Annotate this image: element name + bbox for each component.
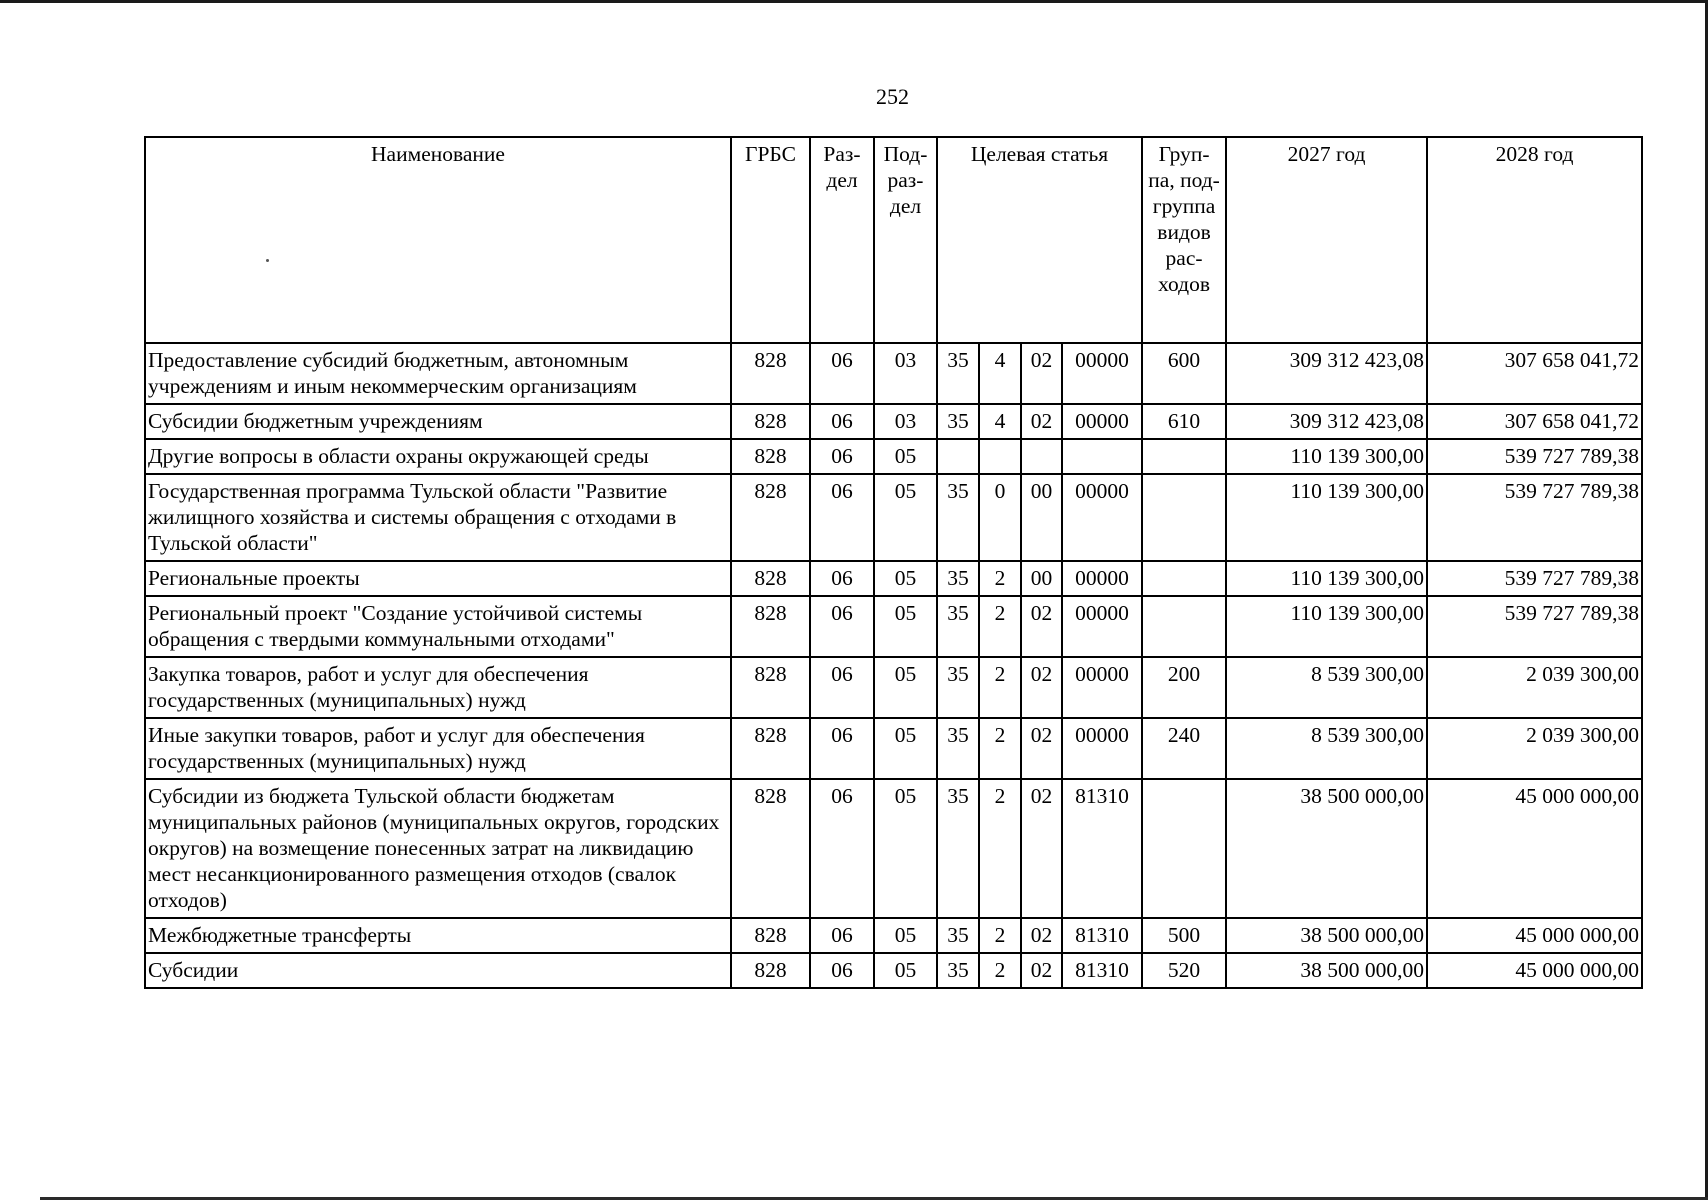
cell-name: Субсидии бюджетным учреждениям (145, 404, 731, 439)
cell-target-subprogram: 00 (1021, 474, 1062, 561)
cell-target-subprogram: 02 (1021, 343, 1062, 404)
cell-podrazdel: 03 (874, 404, 937, 439)
table-row (145, 404, 1642, 439)
cell-name: Межбюджетные трансферты (145, 918, 731, 953)
cell-target-program: 35 (937, 918, 979, 953)
cell-podrazdel: 05 (874, 779, 937, 918)
cell-target-type: 2 (979, 596, 1021, 657)
header-2027: 2027 год (1226, 137, 1427, 343)
cell-podrazdel: 05 (874, 596, 937, 657)
cell-amount-2028: 45 000 000,00 (1427, 953, 1642, 988)
table-row (145, 474, 1642, 561)
cell-grbs: 828 (731, 439, 810, 474)
cell-name: Региональные проекты (145, 561, 731, 596)
table-row (145, 657, 1642, 718)
cell-grbs: 828 (731, 561, 810, 596)
table-row (145, 596, 1642, 657)
page-number: 252 (876, 84, 909, 109)
cell-expense-group (1142, 474, 1226, 561)
cell-target-type: 2 (979, 779, 1021, 918)
cell-amount-2027: 110 139 300,00 (1226, 474, 1427, 561)
cell-grbs: 828 (731, 343, 810, 404)
cell-target-direction: 81310 (1062, 779, 1142, 918)
cell-razdel: 06 (810, 596, 874, 657)
cell-target-subprogram: 02 (1021, 779, 1062, 918)
table-header-row (145, 137, 1642, 343)
cell-name: Другие вопросы в области охраны окружающей среды (145, 439, 731, 474)
cell-target-direction: 00000 (1062, 474, 1142, 561)
cell-podrazdel: 05 (874, 561, 937, 596)
cell-target-subprogram: 02 (1021, 953, 1062, 988)
cell-expense-group: 600 (1142, 343, 1226, 404)
cell-amount-2028: 539 727 789,38 (1427, 474, 1642, 561)
cell-target-program: 35 (937, 474, 979, 561)
cell-target-type: 2 (979, 561, 1021, 596)
cell-expense-group: 240 (1142, 718, 1226, 779)
cell-amount-2028: 45 000 000,00 (1427, 779, 1642, 918)
cell-amount-2028: 539 727 789,38 (1427, 439, 1642, 474)
cell-target-program: 35 (937, 596, 979, 657)
cell-target-type: 2 (979, 657, 1021, 718)
cell-grbs: 828 (731, 718, 810, 779)
cell-expense-group: 520 (1142, 953, 1226, 988)
cell-podrazdel: 05 (874, 718, 937, 779)
cell-expense-group: 500 (1142, 918, 1226, 953)
cell-target-type: 4 (979, 404, 1021, 439)
cell-target-type: 0 (979, 474, 1021, 561)
cell-amount-2027: 110 139 300,00 (1226, 439, 1427, 474)
cell-amount-2028: 307 658 041,72 (1427, 404, 1642, 439)
cell-target-direction: 00000 (1062, 596, 1142, 657)
cell-target-direction (1062, 439, 1142, 474)
header-expense-group: Груп- па, под- группа видов рас- ходов (1142, 137, 1226, 343)
cell-name: Субсидии из бюджета Тульской области бюджетам муниципальных районов (муниципальных округов, городских округов) на возмещение понесенных затрат на ликвидацию мест несанкционированного размещения отходов (свалок отходов) (145, 779, 731, 918)
cell-amount-2027: 8 539 300,00 (1226, 718, 1427, 779)
cell-expense-group (1142, 561, 1226, 596)
cell-target-program: 35 (937, 953, 979, 988)
cell-target-direction: 00000 (1062, 404, 1142, 439)
cell-razdel: 06 (810, 657, 874, 718)
cell-target-program: 35 (937, 343, 979, 404)
header-podrazdel: Под- раз- дел (874, 137, 937, 343)
cell-target-program: 35 (937, 657, 979, 718)
cell-target-direction: 00000 (1062, 343, 1142, 404)
cell-amount-2028: 539 727 789,38 (1427, 596, 1642, 657)
cell-name: Региональный проект "Создание устойчивой системы обращения с твердыми коммунальными отходами" (145, 596, 731, 657)
cell-target-subprogram: 02 (1021, 718, 1062, 779)
cell-target-direction: 00000 (1062, 657, 1142, 718)
cell-amount-2027: 110 139 300,00 (1226, 561, 1427, 596)
table-row (145, 918, 1642, 953)
cell-target-type: 2 (979, 918, 1021, 953)
cell-razdel: 06 (810, 718, 874, 779)
header-2028: 2028 год (1427, 137, 1642, 343)
cell-grbs: 828 (731, 657, 810, 718)
cell-target-subprogram (1021, 439, 1062, 474)
cell-amount-2027: 38 500 000,00 (1226, 918, 1427, 953)
cell-target-subprogram: 00 (1021, 561, 1062, 596)
cell-expense-group (1142, 596, 1226, 657)
table-row (145, 561, 1642, 596)
cell-target-type: 2 (979, 953, 1021, 988)
table-row (145, 779, 1642, 918)
cell-expense-group: 610 (1142, 404, 1226, 439)
cell-target-program: 35 (937, 718, 979, 779)
cell-razdel: 06 (810, 474, 874, 561)
cell-amount-2028: 539 727 789,38 (1427, 561, 1642, 596)
cell-target-direction: 00000 (1062, 718, 1142, 779)
table-row (145, 953, 1642, 988)
cell-razdel: 06 (810, 561, 874, 596)
cell-name: Закупка товаров, работ и услуг для обеспечения государственных (муниципальных) нужд (145, 657, 731, 718)
table-row (145, 439, 1642, 474)
cell-name: Предоставление субсидий бюджетным, автономным учреждениям и иным некоммерческим организациям (145, 343, 731, 404)
cell-amount-2027: 309 312 423,08 (1226, 404, 1427, 439)
cell-amount-2027: 38 500 000,00 (1226, 779, 1427, 918)
cell-grbs: 828 (731, 404, 810, 439)
cell-target-subprogram: 02 (1021, 596, 1062, 657)
cell-grbs: 828 (731, 596, 810, 657)
table-row (145, 343, 1642, 404)
cell-amount-2027: 309 312 423,08 (1226, 343, 1427, 404)
cell-target-type: 4 (979, 343, 1021, 404)
cell-name: Субсидии (145, 953, 731, 988)
cell-target-program: 35 (937, 561, 979, 596)
header-grbs: ГРБС (731, 137, 810, 343)
cell-amount-2028: 2 039 300,00 (1427, 657, 1642, 718)
table-body (145, 343, 1642, 988)
cell-razdel: 06 (810, 918, 874, 953)
cell-target-type: 2 (979, 718, 1021, 779)
cell-target-program: 35 (937, 404, 979, 439)
cell-amount-2028: 307 658 041,72 (1427, 343, 1642, 404)
cell-razdel: 06 (810, 779, 874, 918)
cell-amount-2028: 45 000 000,00 (1427, 918, 1642, 953)
cell-podrazdel: 05 (874, 918, 937, 953)
cell-target-direction: 81310 (1062, 918, 1142, 953)
cell-target-type (979, 439, 1021, 474)
scan-edge-top (0, 0, 1708, 3)
cell-grbs: 828 (731, 779, 810, 918)
cell-razdel: 06 (810, 439, 874, 474)
cell-podrazdel: 03 (874, 343, 937, 404)
cell-grbs: 828 (731, 953, 810, 988)
header-name: Наименование (145, 137, 731, 343)
cell-razdel: 06 (810, 343, 874, 404)
budget-table (144, 136, 1643, 989)
cell-grbs: 828 (731, 474, 810, 561)
cell-name: Государственная программа Тульской области "Развитие жилищного хозяйства и системы обращения с отходами в Тульской области" (145, 474, 731, 561)
cell-amount-2027: 110 139 300,00 (1226, 596, 1427, 657)
cell-expense-group (1142, 439, 1226, 474)
cell-razdel: 06 (810, 404, 874, 439)
cell-target-subprogram: 02 (1021, 404, 1062, 439)
cell-podrazdel: 05 (874, 474, 937, 561)
cell-target-direction: 00000 (1062, 561, 1142, 596)
cell-podrazdel: 05 (874, 953, 937, 988)
table-row (145, 718, 1642, 779)
header-target-article: Целевая статья (937, 137, 1142, 343)
cell-target-direction: 81310 (1062, 953, 1142, 988)
cell-target-program (937, 439, 979, 474)
cell-target-program: 35 (937, 779, 979, 918)
cell-target-subprogram: 02 (1021, 657, 1062, 718)
cell-target-subprogram: 02 (1021, 918, 1062, 953)
cell-grbs: 828 (731, 918, 810, 953)
cell-name: Иные закупки товаров, работ и услуг для обеспечения государственных (муниципальных) нужд (145, 718, 731, 779)
cell-podrazdel: 05 (874, 439, 937, 474)
cell-expense-group (1142, 779, 1226, 918)
header-razdel: Раз- дел (810, 137, 874, 343)
cell-razdel: 06 (810, 953, 874, 988)
cell-expense-group: 200 (1142, 657, 1226, 718)
cell-amount-2028: 2 039 300,00 (1427, 718, 1642, 779)
cell-amount-2027: 8 539 300,00 (1226, 657, 1427, 718)
cell-podrazdel: 05 (874, 657, 937, 718)
cell-amount-2027: 38 500 000,00 (1226, 953, 1427, 988)
